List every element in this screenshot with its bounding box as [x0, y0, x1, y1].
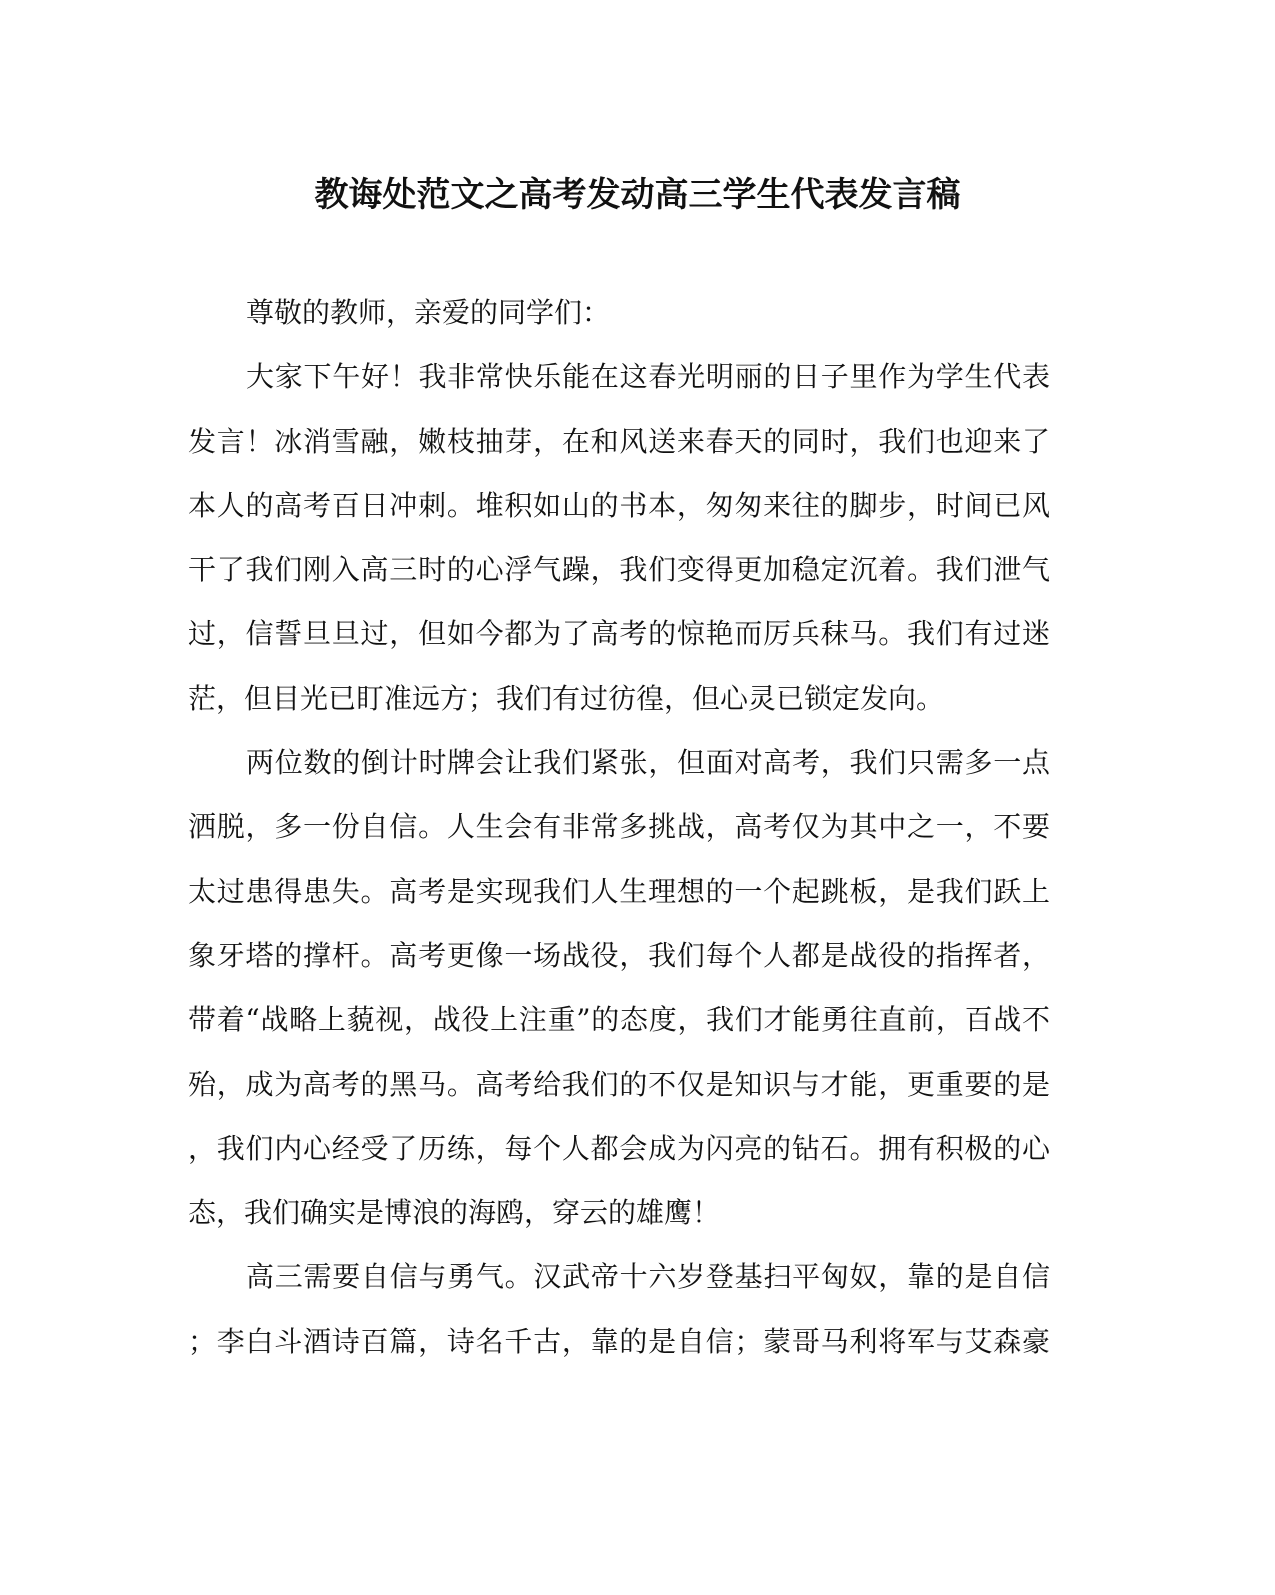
- paragraph-line: 象牙塔的撑杆。高考更像一场战役，我们每个人都是战役的指挥者，: [188, 938, 1050, 972]
- paragraph-line: 发言！冰消雪融，嫩枝抽芽，在和风送来春天的同时，我们也迎来了: [188, 424, 1050, 458]
- document-body: [188, 281, 1050, 1374]
- paragraph-line: 洒脱，多一份自信。人生会有非常多挑战，高考仅为其中之一，不要: [188, 810, 1050, 844]
- paragraph-line: 太过患得患失。高考是实现我们人生理想的一个起跳板，是我们跃上: [188, 874, 1050, 908]
- paragraph-line: 带着“战略上藐视，战役上注重”的态度，我们才能勇往直前，百战不: [188, 1003, 1050, 1037]
- paragraph-line: 过，信誓旦旦过，但如今都为了高考的惊艳而厉兵秣马。我们有过迷: [188, 617, 1050, 651]
- paragraph-line: 干了我们刚入高三时的心浮气躁，我们变得更加稳定沉着。我们泄气: [188, 553, 1050, 587]
- paragraph-line: 态，我们确实是博浪的海鸥，穿云的雄鹰！: [188, 1196, 721, 1230]
- paragraph-line: 殆，成为高考的黑马。高考给我们的不仅是知识与才能，更重要的是: [188, 1067, 1050, 1101]
- paragraph-line: ，我们内心经受了历练，每个人都会成为闪亮的钻石。拥有积极的心: [188, 1131, 1050, 1165]
- paragraph-line: 大家下午好！我非常快乐能在这春光明丽的日子里作为学生代表: [246, 360, 1050, 394]
- paragraph-line: 茫，但目光已盯准远方；我们有过彷徨，但心灵已锁定发向。: [188, 681, 945, 715]
- paragraph-line: 本人的高考百日冲刺。堆积如山的书本，匆匆来往的脚步，时间已风: [188, 488, 1050, 522]
- document-title: 教诲处范文之高考发动高三学生代表发言稿: [314, 175, 961, 215]
- salutation-line: 尊敬的教师，亲爱的同学们：: [246, 296, 611, 329]
- paragraph-line: 高三需要自信与勇气。汉武帝十六岁登基扫平匈奴，靠的是自信: [246, 1260, 1050, 1294]
- paragraph-line: ；李白斗酒诗百篇，诗名千古，靠的是自信；蒙哥马利将军与艾森豪: [188, 1324, 1050, 1358]
- paragraph-line: 两位数的倒计时牌会让我们紧张，但面对高考，我们只需多一点: [246, 746, 1050, 780]
